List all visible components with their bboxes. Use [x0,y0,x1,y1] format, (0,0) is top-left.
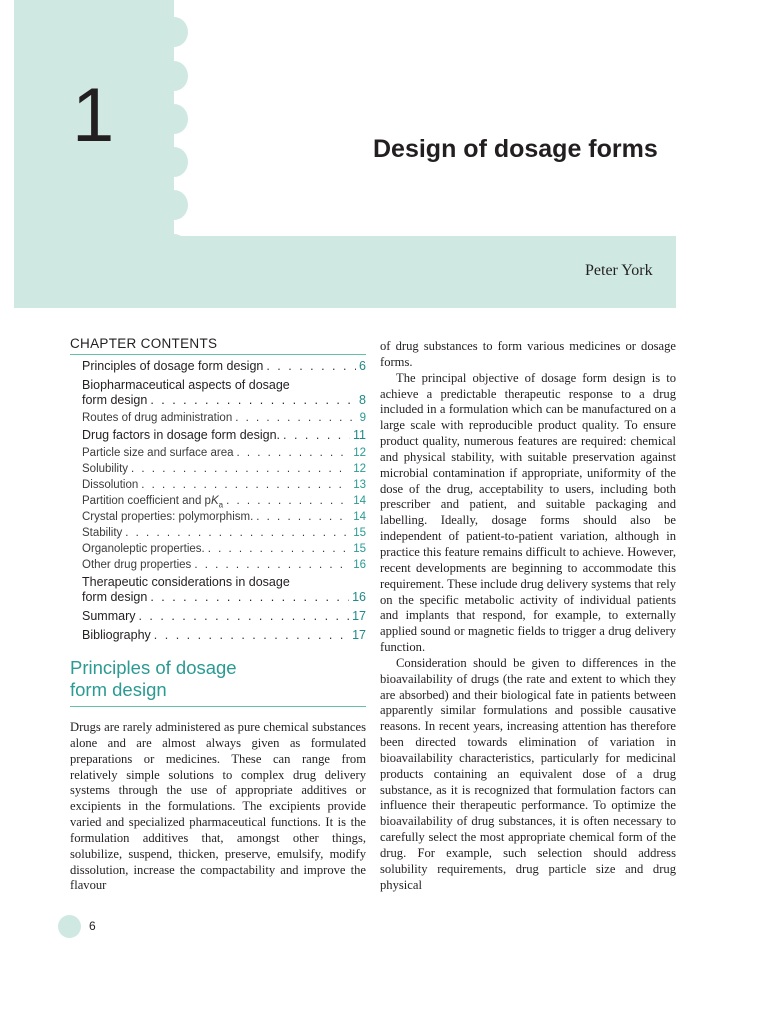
toc-label: Crystal properties: polymorphism. [82,511,254,523]
toc-entry[interactable] [70,359,366,378]
section-heading-line: form design [70,679,167,700]
toc-leader [150,393,356,407]
toc-page: 11 [353,428,366,442]
toc-subentry[interactable] [70,495,366,511]
scallop-decoration [160,104,188,134]
body-paragraph: Consideration should be given to differences in the bioavailability of drugs (the rate and extent to which they are absorbed) and their biological fate in patients between apparently similar formulations and possible causative reasons. In recent years, increasing attention has therefore been directed towards elimination of variation in bioavailability characteristics, particularly for medicinal products containing an equivalent dose of a drug substance, as it is recognized that formulation factors can influence their therapeutic performance. To optimize the bioavailability of drug substances, it is often necessary to carefully select the most appropriate chemical form of the drug. For example, such selection should address solubility requirements, drug particle size and drug physical [380,655,676,892]
toc-leader [194,559,350,571]
toc-label: Summary [82,609,136,623]
chapter-contents [70,336,366,647]
toc-leader [208,543,350,555]
toc-leader [266,359,356,373]
toc-label: Routes of drug administration [82,412,233,424]
toc-entry[interactable] [70,575,366,609]
toc-leader [256,511,350,523]
contents-divider [70,354,366,355]
toc-label-subscript: a [218,500,224,510]
chapter-number: 1 [72,73,115,158]
toc-page: 9 [359,412,366,424]
toc-label: Drug factors in dosage form design. [82,428,281,442]
toc-leader [150,590,349,604]
toc-subentry[interactable] [70,447,366,463]
toc-label: Principles of dosage form design [82,359,264,373]
scallop-decoration [160,190,188,220]
toc-page: 15 [353,527,366,539]
toc-page: 14 [353,495,366,507]
toc-leader [283,428,350,442]
body-left-column [70,720,366,894]
scallop-decoration [160,278,188,308]
toc-label: Solubility [82,463,129,475]
body-paragraph: of drug substances to form various medicines or dosage forms. [380,339,676,369]
toc-page: 8 [359,393,366,407]
body-paragraph: The principal objective of dosage form design is to achieve a predictable therapeutic response to a drug included in a formulation which can be manufactured on a large scale with reproducible product quality. To ensure product quality, numerous features are required: chemical and physical stability, with suitable preservation against microbial contamination if appropriate, uniformity of the dose of the drug, acceptability to users, including both prescriber and patient, and suitable packaging and labelling. Ideally, dosage forms should also be independent of patient-to-patient variation, although in practice this feature remains difficult to achieve. However, recent developments are beginning to accommodate this requirement. These include drug delivery systems that rely on the specific metabolic activity of individual patients and implants that respond, for example, to externally applied sound or magnetic fields to trigger a drug delivery function. [380,370,676,655]
toc-subentry[interactable] [70,463,366,479]
scallop-decoration [160,147,188,177]
chapter-author: Peter York [585,262,653,279]
scallop-decoration [160,234,188,264]
scallop-decoration [160,61,188,91]
toc-leader [141,479,350,491]
chapter-title: Design of dosage forms [373,135,658,163]
toc-leader [237,447,351,459]
toc-label: Bibliography [82,628,151,642]
toc-entry[interactable] [70,428,366,447]
toc-page: 17 [352,609,366,623]
toc-leader [226,495,350,507]
toc-subentry[interactable] [70,511,366,527]
toc-entry[interactable] [70,609,366,628]
section-divider [70,706,366,707]
toc-leader [125,527,350,539]
toc-page: 14 [353,511,366,523]
body-paragraph: Drugs are rarely administered as pure chemical substances alone and are almost always given as formulated preparations or medicines. These can range from relatively simple solutions to complex drug delivery systems through the use of appropriate additives or excipients in the formulations. The excipients provide varied and specialized pharmaceutical functions. It is the formulation additives that, amongst other things, solubilize, suspend, thicken, preserve, emulsify, modify dissolution, increase the compactability and improve the flavour [70,720,366,893]
page-number-circle [58,915,81,938]
toc-page: 17 [352,628,366,642]
toc-subentry[interactable] [70,559,366,575]
toc-entry[interactable] [70,628,366,647]
toc-label [82,495,223,509]
toc-subentry[interactable] [70,543,366,559]
toc-label: Organoleptic properties. [82,543,205,555]
toc-page: 15 [353,543,366,555]
toc-label: Biopharmaceutical aspects of dosage [82,378,290,392]
toc-page: 12 [353,463,366,475]
toc-leader [131,463,350,475]
scallop-decoration [160,17,188,47]
toc-label: form design [82,393,148,407]
toc-label: Dissolution [82,479,139,491]
toc-label-italic: K [210,495,219,507]
toc-subentry[interactable] [70,527,366,543]
toc-label: Stability [82,527,123,539]
toc-page: 16 [353,559,366,571]
toc-page: 16 [352,590,366,604]
toc-label: form design [82,590,148,604]
toc-page: 12 [353,447,366,459]
toc-label: Other drug properties [82,559,192,571]
toc-leader [154,628,349,642]
toc-subentry[interactable] [70,412,366,428]
toc-label-text: Partition coefficient and p [82,495,211,507]
toc-page: 13 [353,479,366,491]
toc-page: 6 [359,359,366,373]
toc-entry[interactable] [70,378,366,412]
contents-heading: CHAPTER CONTENTS [70,336,218,351]
toc-leader [138,609,349,623]
section-heading-line: Principles of dosage [70,657,237,678]
toc-leader [235,412,356,424]
toc-subentry[interactable] [70,479,366,495]
page-number: 6 [89,919,96,933]
toc-label: Particle size and surface area [82,447,234,459]
section-heading [70,657,366,701]
body-right-column [380,339,676,894]
toc-label: Therapeutic considerations in dosage [82,575,290,589]
